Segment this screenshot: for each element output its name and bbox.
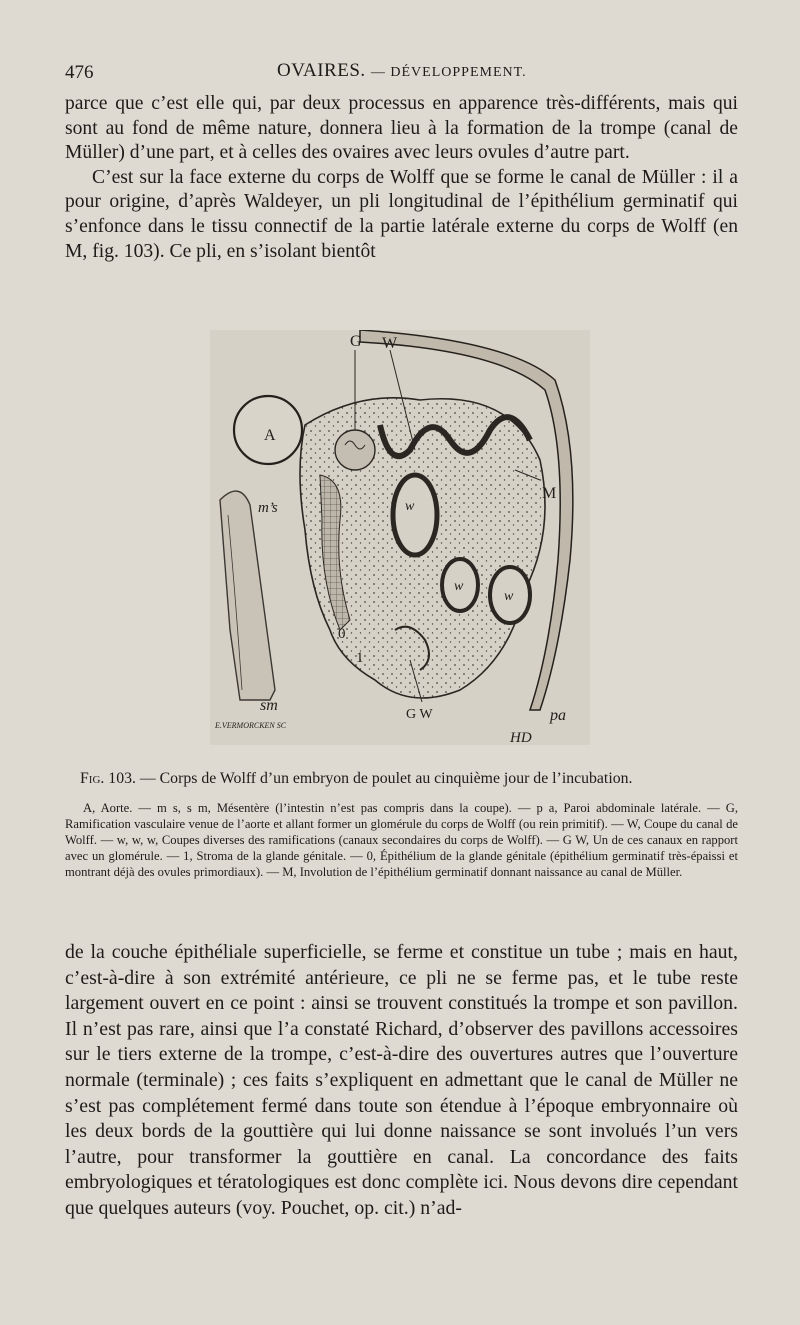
page-number: 476: [65, 62, 94, 83]
running-title: [277, 60, 527, 82]
paragraph: de la couche épithéliale superficielle, se ferme et constitue un tube ; mais en haut, c’est-à-dire à son extrémité antérieure, ce pli ne se ferme pas, et le tube reste largement ouvert en ce point : ainsi se trouvent constitués la trompe et son pavillon. Il n’est pas rare, ainsi que l’a constaté Richard, d’observer des pavillons accessoires sur le tiers externe de la trompe, c’est-à-dire des ouvertures autres que l’ouverture normale (terminale) ; ces faits s’expliquent en admettant que le canal de Müller ne s’est pas complétement fermé dans toute son étendue à l’époque embryonnaire où les deux bords de la gouttière qui lui donne naissance se sont involués l’un vers l’autre, pour transformer la gouttière en canal. La concordance des faits embryologiques et tératologiques est donc complète ici. Nous devons dire cependant que quelques auteurs (voy. Pouchet, op. cit.) n’ad-: [65, 941, 738, 1219]
body-text-top: [65, 92, 738, 264]
chapter-title: OVAIRES.: [277, 60, 366, 81]
label-ms: m’s: [258, 500, 278, 516]
artist-monogram: HD: [510, 730, 532, 745]
label-sm: sm: [260, 697, 278, 714]
paragraph: parce que c’est elle qui, par deux processus en apparence très-différents, mais qui sont au fond de même nature, donnera lieu à la formation de la trompe (canal de Müller) d’une part, et à celles des ovaires avec leurs ovules d’autre part.: [65, 93, 738, 164]
figure-legend: [65, 800, 738, 880]
section-title: — DÉVELOPPEMENT.: [370, 65, 527, 80]
paragraph: C’est sur la face externe du corps de Wolff que se forme le canal de Müller : il a pour origine, d’après Waldeyer, un pli longitudinal de l’épithélium germinatif qui s’enfonce dans le tissu connectif de la partie latérale externe du corps de Wolff (en M, fig. 103). Ce pli, en s’isolant bientôt: [65, 166, 738, 262]
running-header: [65, 60, 735, 90]
label-A: A: [264, 427, 276, 444]
label-1: 1: [356, 650, 364, 666]
label-pa: pa: [550, 707, 566, 724]
label-w2: w: [454, 579, 464, 594]
label-w1: w: [405, 499, 415, 514]
label-GW: G W: [406, 707, 433, 722]
label-G: G: [350, 333, 362, 350]
label-M: M: [542, 485, 557, 502]
wolff-body-illustration: [210, 330, 590, 745]
engraver-signature: E.VERMORCKEN SC: [215, 721, 287, 730]
label-0: 0: [338, 626, 346, 642]
caption-text: — Corps de Wolff d’un embryon de poulet au cinquième jour de l’incubation.: [135, 770, 633, 787]
legend-text: A, Aorte. — m s, s m, Mésentère (l’intestin n’est pas compris dans la coupe). — p a, Paroi abdominale latérale. — G, Ramification vasculaire venue de l’aorte et allant former un glomérule du corps de Wolff (ou rein primitif). — W, Coupe du canal de Wolff. — w, w, w, Coupes diverses des ramifications (canaux secondaires du corps de Wolff). — G W, Un de ces canaux en rapport avec un glomérule. — 1, Stroma de la glande génitale. — 0, Épithélium de la glande génitale (épithélium germinatif très-épaissi et montrant déjà des ovules primordiaux). — M, Involution de l’épithélium germinatif donnant naissance au canal de Müller.: [65, 801, 738, 879]
figure-103: [210, 330, 590, 745]
label-w3: w: [504, 589, 514, 604]
caption-label: Fig. 103.: [80, 770, 136, 787]
figure-caption: [80, 769, 740, 789]
label-W: W: [382, 335, 398, 352]
body-text-bottom: [65, 940, 738, 1222]
